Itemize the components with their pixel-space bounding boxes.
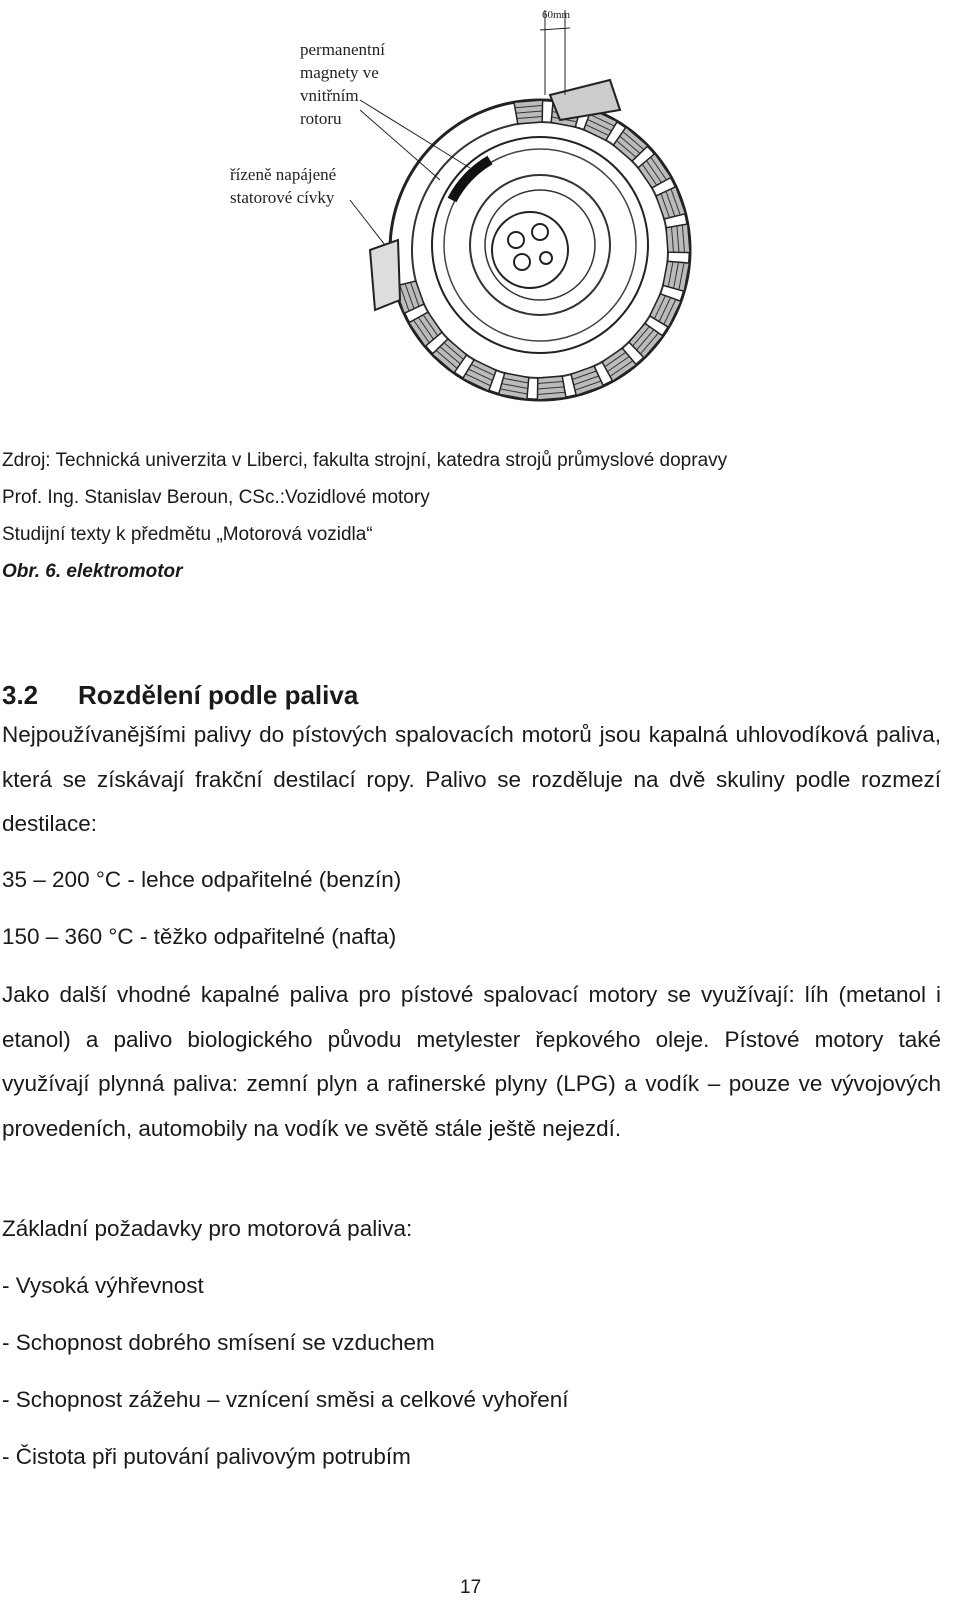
stator-coils [395, 100, 691, 400]
page-number: 17 [460, 1577, 482, 1598]
requirement-4: - Čistota při putování palivovým potrubím [2, 1444, 411, 1469]
requirements-title: Základní požadavky pro motorová paliva: [2, 1216, 413, 1241]
electromotor-figure [220, 0, 720, 418]
label-coils-1: řízeně napájené [230, 165, 337, 184]
stator-coil [656, 187, 686, 219]
range-2: 150 – 360 °C - těžko odpařitelné (nafta) [2, 924, 397, 949]
label-magnets-3: vnitřním [300, 86, 359, 105]
label-magnets-1: permanentní [300, 40, 385, 59]
label-magnets-4: rotoru [300, 109, 342, 128]
section-number: 3.2 [2, 680, 39, 710]
source-line-1: Zdroj: Technická univerzita v Liberci, fakulta strojní, katedra strojů průmyslové dopravy [2, 450, 728, 471]
label-coils-2: statorové cívky [230, 188, 335, 207]
label-magnets-2: magnety ve [300, 63, 379, 82]
range-1: 35 – 200 °C - lehce odpařitelné (benzín) [2, 867, 402, 892]
requirement-3: - Schopnost zážehu – vznícení směsi a celkové vyhoření [2, 1387, 569, 1412]
stator-coil [629, 323, 663, 358]
paragraph-2: Jako další vhodné kapalné paliva pro pístové spalovací motory se využívají: líh (metanol i etanol) a palivo biologického původu metylester řepkového oleje. Pístové motory také využívají plynná paliva: zemní plyn a rafinerské plyny (LPG) a vodík – pouze ve vývojových provedeních, automobily na vodík ve světě stále ještě nejezdí. [2, 982, 941, 1141]
stator-coil [571, 366, 603, 396]
figure-caption: Obr. 6. elektromotor [2, 561, 183, 582]
paragraph-1: Nejpoužívanějšími palivy do pístových spalovacích motorů jsou kapalná uhlovodíková paliva, která se získávají frakční destilací ropy. Palivo se rozděluje na dvě skuliny podle rozmezí destilace: [2, 722, 941, 836]
requirement-1: - Vysoká výhřevnost [2, 1273, 204, 1298]
section-heading [2, 680, 358, 711]
dimension-label: 60mm [542, 9, 571, 21]
electromotor-drawing [220, 0, 720, 418]
section-title: Rozdělení podle paliva [78, 680, 359, 710]
source-line-2: Prof. Ing. Stanislav Beroun, CSc.:Vozidlové motory [2, 487, 430, 508]
source-line-3: Studijní texty k předmětu „Motorová vozidla“ [2, 524, 373, 545]
stator-coil [432, 339, 467, 373]
stator-coil [613, 127, 648, 161]
requirement-2: - Schopnost dobrého smísení se vzduchem [2, 1330, 435, 1355]
